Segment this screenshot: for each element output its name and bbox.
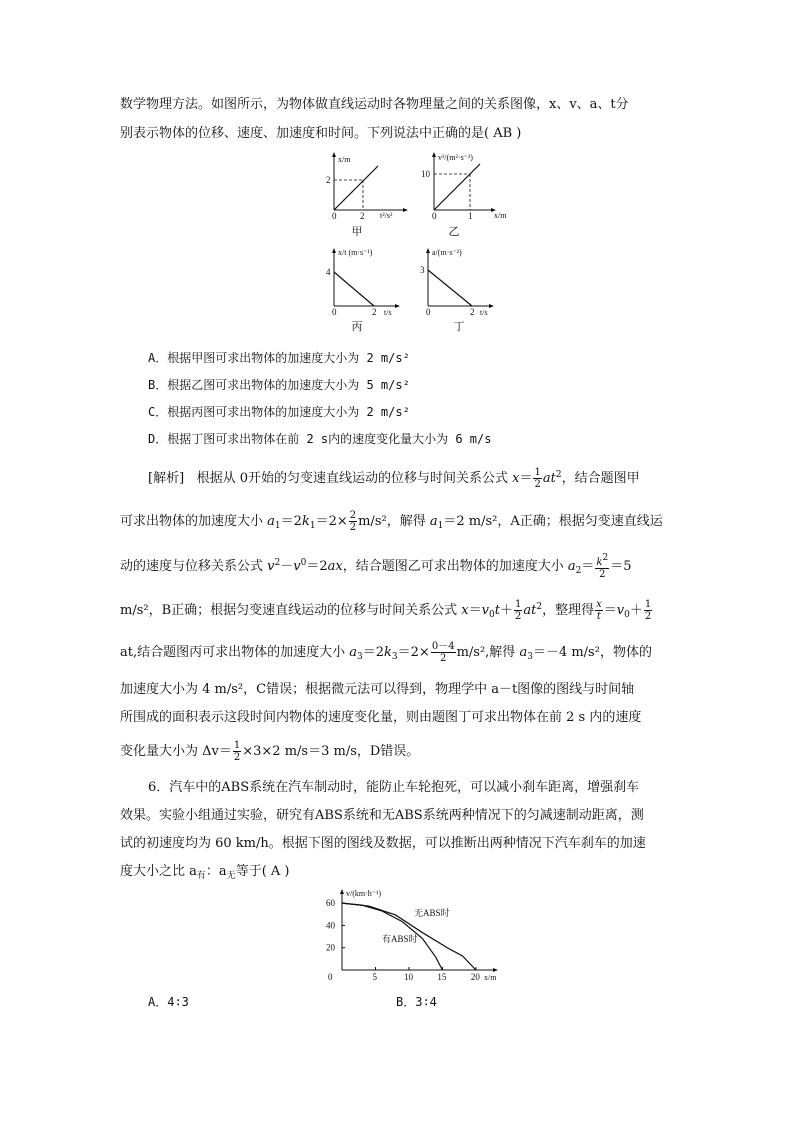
x-tick-label: 10 [403,972,413,982]
analysis-line-1: [解析] 根据从 0开始的匀变速直线运动的位移与时间关系公式 x＝ $\frac{1}{2}$ $at^2$，结合题图甲 [148,467,640,490]
graph-jia-origin: 0 [332,211,337,220]
graph-yi [418,150,513,220]
graph-ding [412,244,507,316]
graph-jia-caption: 甲 [351,225,363,238]
q5-option-d: D．根据丁图可求出物体在前 2 s内的速度变化量大小为 6 m/s [148,432,492,446]
analysis-line-3: 动的速度与位移关系公式 $v^2-v^0=2ax$，结合题图乙可求出物体的加速度大小 $a_2=$ $\frac{k2}{2}$ ＝5 [120,553,632,580]
graph-ding-origin: 0 [426,307,431,316]
graph-jia-xtick: 2 [360,211,365,220]
graph-jia-xlabel: t²/s² [380,211,393,220]
analysis-line-2: 可求出物体的加速度大小 $a_1=2k_1=2\times$ $\frac{2}{2}$ m/s²，解得 $a_1=2$ m/s²，A正确；根据匀变速直线运 [120,510,663,533]
q5-intro-line2: 别表示物体的位移、速度、加速度和时间。下列说法中正确的是( AB ) [120,126,522,141]
graph-bing-ylabel: x/t (m·s⁻¹) [338,248,373,257]
graph-bing-ytick: 4 [326,267,331,277]
q5-option-c: C．根据丙图可求出物体的加速度大小为 2 m/s² [148,405,410,419]
x-tick-label: 20 [470,972,480,982]
q6-line4: 度大小之比 $a_有$：$a_无$等于( A ) [120,864,290,881]
analysis-tag: [解析] [148,471,185,486]
graph-bing-origin: 0 [332,307,337,316]
analysis-line-8: 变化量大小为 Δv＝ $\frac{1}{2}$ ×3×2 m/s＝3 m/s，D错误。 [120,740,420,763]
graph-yi-xtick: 1 [468,211,473,220]
graph-yi-xlabel: x/m [494,211,507,220]
x-tick-label: 5 [372,972,377,982]
abs-chart-xlabel: x/m [484,973,497,982]
y-tick-label: 40 [326,920,335,931]
q5-option-b: B．根据乙图可求出物体的加速度大小为 5 m/s² [148,378,410,392]
q6-option-a: A．4∶3 [148,995,189,1009]
graph-ding-caption: 丁 [453,320,465,333]
graph-ding-ytick: 3 [420,265,425,275]
graph-yi-caption: 乙 [448,225,460,238]
q5-intro-line1: 数学物理方法。如图所示，为物体做直线运动时各物理量之间的关系图像，x、v、a、t分 [120,97,629,112]
graph-yi-ylabel: v²/(m²·s⁻²) [438,153,473,162]
graph-ding-xlabel: t/s [480,308,488,316]
abs-braking-chart [318,884,508,984]
series-label-with-abs: 有ABS时 [382,934,418,944]
graph-jia-ytick: 2 [326,175,331,185]
graph-bing [318,244,413,316]
graph-yi-origin: 0 [432,211,437,220]
graph-yi-ytick: 10 [421,169,430,179]
abs-chart-ylabel: v/(km·h⁻¹) [346,889,382,898]
analysis-line-4: m/s²，B正确；根据匀变速直线运动的位移与时间关系公式 $x=v_0t+$ $\frac{1}{2}$ $at^2$，整理得 $\frac{x}{t}$ $=v_0+$ $\frac{1}{2}$ [120,599,652,622]
graph-bing-xlabel: t/s [384,308,392,316]
graph-bing-caption: 丙 [351,320,363,333]
analysis-line-5: at,结合题图丙可求出物体的加速度大小 $a_3=2k_3=2\times$ $\frac{0-4}{2}$ m/s²,解得 $a_3=-4$ m/s²，物体的 [120,641,652,664]
y-tick-label: 60 [326,898,335,909]
graph-ding-ylabel: a/(m·s⁻²) [432,248,462,257]
q5-option-a: A．根据甲图可求出物体的加速度大小为 2 m/s² [148,351,410,365]
q6-line2: 效果。实验小组通过实验，研究有ABS系统和无ABS系统两种情况下的匀减速制动距离，测 [120,808,644,823]
y-tick-label: 20 [326,942,335,953]
graph-ding-xtick: 2 [470,307,475,316]
analysis-line-6: 加速度大小为 4 m/s²，C错误；根据微元法可以得到，物理学中 a－t图像的图线与时间轴 [120,682,635,697]
analysis-line-7: 所围成的面积表示这段时间内物体的速度变化量，则由题图丁可求出物体在前 2 s 内的速度 [120,710,642,725]
graph-jia-ylabel: x/m [338,155,351,164]
q6-line3: 试的初速度均为 60 km/h。根据下图的图线及数据，可以推断出两种情况下汽车刹车的加速 [120,836,646,851]
graph-bing-xtick: 2 [372,307,377,316]
q6-line1: 6．汽车中的ABS系统在汽车制动时，能防止车轮抱死，可以减小刹车距离，增强刹车 [148,780,640,795]
graph-jia [318,150,413,220]
q6-option-b: B．3∶4 [396,995,437,1009]
abs-chart-origin: 0 [328,972,333,982]
x-tick-label: 15 [437,972,447,982]
series-label-no-abs: 无ABS时 [414,908,450,918]
